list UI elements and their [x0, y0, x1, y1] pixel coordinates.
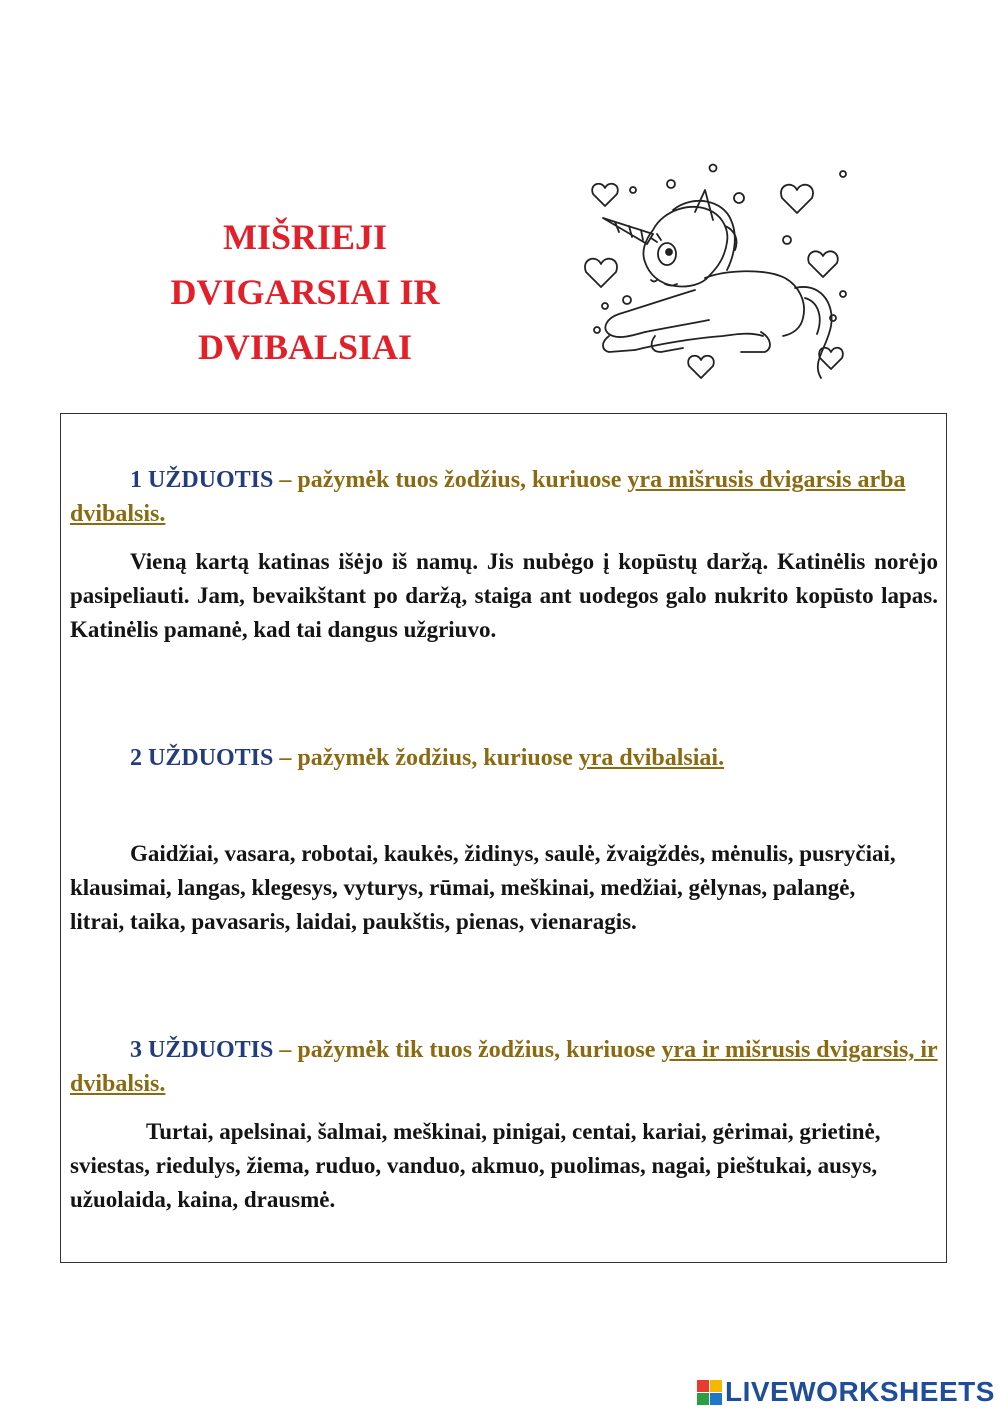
task-2-instruction-underlined: yra dvibalsiai.	[578, 745, 725, 771]
task-1-text-content[interactable]: Vieną kartą katinas išėjo iš namų. Jis nubėgo į kopūstų daržą. Katinėlis norėjo pasipeliauti. Jam, bevaikštant po daržą, staiga ant uodegos galo nukrito kopūsto lapas. Katinėlis pamanė, kad tai dangus užgriuvo.	[70, 549, 938, 642]
task-2-heading: 2 UŽDUOTIS – pažymėk žodžius, kuriuose yra dvibalsiai.	[130, 745, 725, 771]
task-2-instruction: pažymėk žodžius, kuriuose	[297, 745, 579, 771]
title-line-1: MIŠRIEJI	[222, 217, 388, 257]
unicorn-with-hearts-icon	[575, 160, 855, 390]
task-3-number: 3 UŽDUOTIS	[130, 1037, 274, 1063]
liveworksheets-mark-icon	[697, 1380, 723, 1406]
task-1-instruction: pažymėk tuos žodžius, kuriuose	[297, 467, 628, 493]
title-line-3: DVIBALSIAI	[197, 327, 413, 367]
title-line-2: DVIGARSIAI IR	[170, 272, 440, 312]
task-2-text-content[interactable]: Gaidžiai, vasara, robotai, kaukės, židinys, saulė, žvaigždės, mėnulis, pusryčiai, klausimai, langas, klegesys, vyturys, rūmai, meškinai, medžiai, gėlynas, palangė, litrai, taika, pavasaris, laidai, paukštis, pienas, vienaragis.	[70, 841, 896, 934]
task-1-heading: 1 UŽDUOTIS – pažymėk tuos žodžius, kuriuose yra mišrusis dvigarsis arba dvibalsis.	[70, 467, 906, 527]
task-3-text[interactable]	[70, 1115, 890, 1217]
task-1-number: 1 UŽDUOTIS	[130, 467, 274, 493]
task-1-text[interactable]	[70, 545, 938, 647]
task-3-instruction: pažymėk tik tuos žodžius, kuriuose	[297, 1037, 662, 1063]
task-3-instruction-underlined: yra ir mišrusis dvigarsis, ir dvibalsis.	[70, 1037, 938, 1097]
task-2-number: 2 UŽDUOTIS	[130, 745, 274, 771]
worksheet-title	[120, 210, 490, 375]
task-2-text[interactable]	[70, 837, 900, 939]
liveworksheets-logo[interactable]	[697, 1372, 997, 1412]
task-3-text-content[interactable]: Turtai, apelsinai, šalmai, meškinai, pinigai, centai, kariai, gėrimai, grietinė, sviestas, riedulys, žiema, ruduo, vanduo, akmuo, puolimas, nagai, pieštukai, ausys, užuolaida, kaina, drausmė.	[70, 1119, 881, 1212]
liveworksheets-brand: LIVEWORKSHEETS	[725, 1376, 995, 1407]
task-1-instruction-underlined: yra mišrusis dvigarsis arba dvibalsis.	[70, 467, 906, 527]
task-3-heading: 3 UŽDUOTIS – pažymėk tik tuos žodžius, kuriuose yra ir mišrusis dvigarsis, ir dvibalsis.	[70, 1037, 938, 1097]
